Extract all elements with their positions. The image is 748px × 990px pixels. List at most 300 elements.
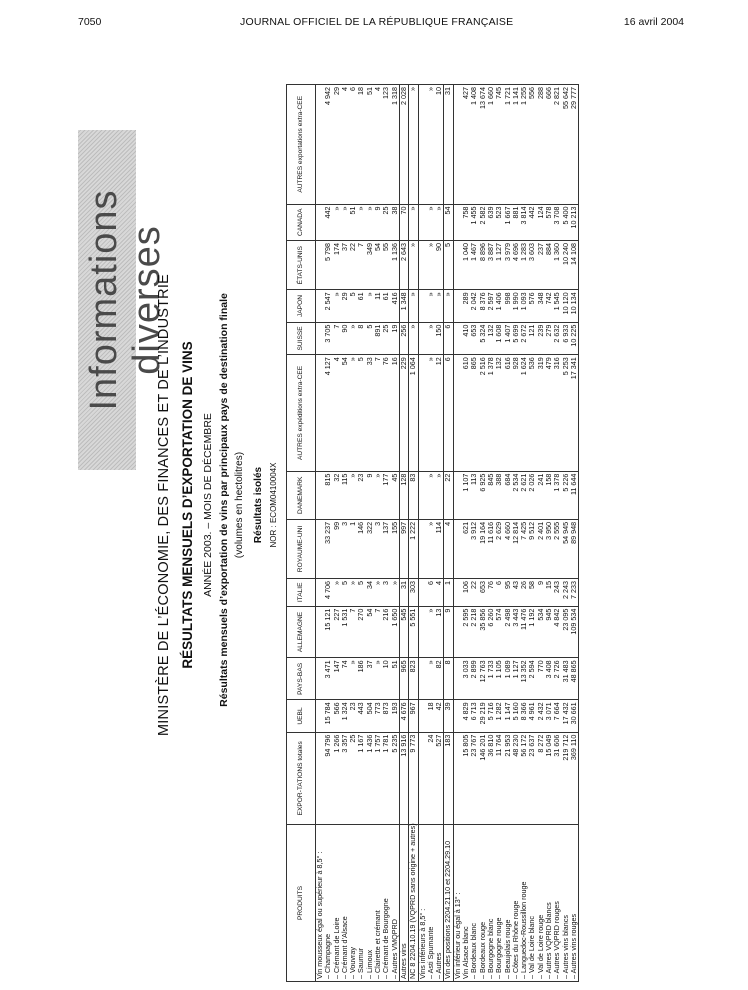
- value-cell: 137: [382, 519, 390, 578]
- value-cell: 1 733: [487, 658, 495, 700]
- value-cell: »: [349, 471, 357, 519]
- column-header: CANADA: [287, 204, 316, 240]
- value-cell: 1 757: [374, 732, 382, 824]
- value-cell: 319: [537, 355, 545, 471]
- value-cell: 219 712: [562, 732, 570, 824]
- value-cell: 758: [462, 204, 470, 240]
- value-cell: 3 357: [341, 732, 349, 824]
- value-cell: »: [435, 471, 444, 519]
- value-cell: 30 661: [570, 700, 579, 732]
- value-cell: »: [435, 290, 444, 322]
- value-cell: 2 432: [537, 700, 545, 732]
- value-cell: 42: [435, 700, 444, 732]
- value-cell: 3: [374, 519, 382, 578]
- value-cell: 2 401: [537, 519, 545, 578]
- value-cell: 4 961: [528, 700, 536, 732]
- value-cell: 1 089: [504, 658, 512, 700]
- value-cell: 23 637: [528, 732, 536, 824]
- value-cell: 82: [435, 658, 444, 700]
- value-cell: 21 953: [504, 732, 512, 824]
- value-cell: 5 324: [479, 322, 487, 355]
- value-cell: 534: [537, 606, 545, 658]
- value-cell: 10 120: [562, 290, 570, 322]
- page-number: 7050: [78, 16, 102, 28]
- value-cell: 967: [409, 700, 418, 732]
- value-cell: 289: [462, 290, 470, 322]
- value-cell: »: [349, 322, 357, 355]
- value-cell: 998: [504, 290, 512, 322]
- column-header: EXPOR-TATIONS totales: [287, 732, 316, 824]
- value-cell: 1 990: [512, 290, 520, 322]
- column-header: ITALIE: [287, 579, 316, 607]
- product-cell: – Autres: [435, 825, 444, 982]
- value-cell: 2 582: [479, 204, 487, 240]
- value-cell: »: [409, 322, 418, 355]
- value-cell: 443: [357, 700, 365, 732]
- column-header: ROYAUME-UNI: [287, 519, 316, 578]
- product-cell: – Asti Spumante: [427, 825, 435, 982]
- value-cell: 9: [366, 471, 374, 519]
- product-cell: Vin Alsace blanc: [462, 825, 470, 982]
- value-cell: 997: [399, 519, 408, 578]
- value-cell: 9: [374, 204, 382, 240]
- column-header: UEBL: [287, 700, 316, 732]
- value-cell: 2 672: [520, 322, 528, 355]
- value-cell: 121: [528, 322, 536, 355]
- value-cell: 5 551: [409, 606, 418, 658]
- value-cell: 29 219: [479, 700, 487, 732]
- section-title: Résultats isolés: [253, 466, 264, 544]
- value-cell: 241: [537, 471, 545, 519]
- value-cell: 881: [512, 204, 520, 240]
- value-cell: 1 360: [553, 241, 561, 290]
- value-cell: 23: [357, 471, 365, 519]
- value-cell: 15 784: [324, 700, 332, 732]
- product-cell: Vin des positions 2204.21.10 et 2204.29.10: [444, 825, 453, 982]
- value-cell: 183: [444, 732, 453, 824]
- value-cell: 150: [435, 322, 444, 355]
- value-cell: 26: [520, 579, 528, 607]
- value-cell: 19: [391, 322, 400, 355]
- product-cell: – Champagne: [324, 825, 332, 982]
- value-cell: 8 272: [537, 732, 545, 824]
- value-cell: 109 534: [570, 606, 579, 658]
- value-cell: 95: [504, 579, 512, 607]
- value-cell: 3 912: [470, 519, 478, 578]
- value-cell: 29 777: [570, 85, 579, 205]
- value-cell: 1 467: [470, 241, 478, 290]
- table-row: [409, 85, 418, 982]
- value-cell: 4: [374, 85, 382, 205]
- product-cell: Vins inférieurs à 8,5° :: [418, 825, 427, 982]
- value-cell: 928: [512, 355, 520, 471]
- value-cell: 106: [462, 579, 470, 607]
- product-cell: – Clairette et crémant: [374, 825, 382, 982]
- value-cell: 24: [427, 732, 435, 824]
- value-cell: »: [349, 355, 357, 471]
- value-cell: 773: [374, 700, 382, 732]
- value-cell: 653: [479, 579, 487, 607]
- column-header: AUTRES exportations extra-CEE: [287, 85, 316, 205]
- value-cell: 610: [462, 355, 470, 471]
- value-cell: »: [427, 322, 435, 355]
- value-cell: 316: [553, 355, 561, 471]
- product-cell: – Crémant de Loire: [333, 825, 341, 982]
- value-cell: 2 594: [528, 658, 536, 700]
- value-cell: 51: [349, 204, 357, 240]
- value-cell: 2 534: [512, 471, 520, 519]
- value-cell: 13: [435, 606, 444, 658]
- value-cell: 504: [366, 700, 374, 732]
- value-cell: 6 933: [562, 322, 570, 355]
- value-cell: 11 764: [495, 732, 503, 824]
- value-cell: 54 945: [562, 519, 570, 578]
- value-cell: »: [427, 241, 435, 290]
- value-cell: 770: [537, 658, 545, 700]
- value-cell: 37: [341, 241, 349, 290]
- value-cell: »: [341, 204, 349, 240]
- value-cell: 4 829: [462, 700, 470, 732]
- value-cell: 90: [435, 241, 444, 290]
- value-cell: 639: [487, 204, 495, 240]
- value-cell: 243: [553, 579, 561, 607]
- product-cell: – Autres vins blancs: [562, 825, 570, 982]
- column-header: ALLEMAGNE: [287, 606, 316, 658]
- value-cell: 3 471: [324, 658, 332, 700]
- value-cell: 31: [399, 579, 408, 607]
- table-row: [570, 85, 579, 982]
- value-cell: 7: [374, 355, 382, 471]
- value-cell: 31 606: [553, 732, 561, 824]
- value-cell: 556: [528, 85, 536, 205]
- value-cell: 12 763: [479, 658, 487, 700]
- value-cell: 61: [357, 290, 365, 322]
- value-cell: 146 201: [479, 732, 487, 824]
- value-cell: 4 676: [399, 700, 408, 732]
- value-cell: 416: [391, 290, 400, 322]
- value-cell: 32: [333, 471, 341, 519]
- value-cell: 3 443: [512, 606, 520, 658]
- value-cell: 25: [382, 204, 390, 240]
- value-cell: 1: [444, 579, 453, 607]
- units-note: (volumes en hectolitres): [234, 451, 245, 559]
- value-cell: 845: [487, 471, 495, 519]
- banner-title: Informations diverses: [83, 189, 168, 411]
- value-cell: 684: [504, 471, 512, 519]
- product-cell: – Val de Loire rouge: [537, 825, 545, 982]
- value-cell: 891: [374, 322, 382, 355]
- value-cell: 56 172: [520, 732, 528, 824]
- value-cell: 1 324: [341, 700, 349, 732]
- value-cell: 158: [545, 471, 553, 519]
- product-cell: – Saumur: [357, 825, 365, 982]
- value-cell: [418, 658, 427, 700]
- value-cell: »: [409, 85, 418, 205]
- value-cell: 666: [545, 85, 553, 205]
- value-cell: 745: [495, 85, 503, 205]
- table-body: [316, 85, 579, 982]
- value-cell: 5 160: [512, 700, 520, 732]
- value-cell: 22: [349, 241, 357, 290]
- value-cell: 15 805: [462, 732, 470, 824]
- value-cell: 155: [391, 519, 400, 578]
- value-cell: 3 887: [487, 241, 495, 290]
- value-cell: 2 643: [399, 241, 408, 290]
- value-cell: 2 028: [399, 85, 408, 205]
- value-cell: 742: [545, 290, 553, 322]
- value-cell: 6 925: [479, 471, 487, 519]
- table-row: [418, 85, 427, 982]
- value-cell: 70: [399, 204, 408, 240]
- value-cell: 51: [366, 85, 374, 205]
- value-cell: 3 071: [545, 700, 553, 732]
- value-cell: 58: [528, 579, 536, 607]
- value-cell: 10 240: [562, 241, 570, 290]
- value-cell: 16: [391, 355, 400, 471]
- value-cell: 1 127: [512, 658, 520, 700]
- value-cell: 1 721: [504, 85, 512, 205]
- product-cell: – Vouvray: [349, 825, 357, 982]
- value-cell: 10 213: [570, 204, 579, 240]
- value-cell: 23: [349, 700, 357, 732]
- value-cell: 2 498: [504, 606, 512, 658]
- value-cell: 1 545: [553, 290, 561, 322]
- value-cell: 536: [528, 355, 536, 471]
- value-cell: 823: [409, 658, 418, 700]
- ministry-title: MINISTÈRE DE L’ÉCONOMIE, DES FINANCES ET DE L’INDUSTRIE: [156, 274, 172, 736]
- value-cell: 6 713: [470, 700, 478, 732]
- value-cell: 303: [409, 579, 418, 607]
- page-header: [0, 0, 748, 36]
- value-cell: 1 455: [470, 204, 478, 240]
- value-cell: 8 896: [479, 241, 487, 290]
- value-cell: 4: [341, 85, 349, 205]
- value-cell: 37: [366, 658, 374, 700]
- value-cell: »: [357, 204, 365, 240]
- value-cell: 54: [374, 241, 382, 290]
- value-cell: »: [427, 355, 435, 471]
- value-cell: 25: [349, 732, 357, 824]
- value-cell: 11: [374, 290, 382, 322]
- value-cell: 132: [487, 322, 495, 355]
- product-cell: – Autres VQPRD blancs: [545, 825, 553, 982]
- value-cell: »: [333, 290, 341, 322]
- value-cell: 865: [470, 355, 478, 471]
- value-cell: »: [427, 658, 435, 700]
- value-cell: 1 781: [382, 732, 390, 824]
- value-cell: 12 814: [512, 519, 520, 578]
- value-cell: 128: [399, 471, 408, 519]
- value-cell: 10 134: [570, 290, 579, 322]
- value-cell: 1 136: [391, 241, 400, 290]
- value-cell: 5 699: [512, 322, 520, 355]
- value-cell: »: [427, 85, 435, 205]
- value-cell: 55: [382, 241, 390, 290]
- value-cell: 3 979: [504, 241, 512, 290]
- value-cell: 9: [537, 579, 545, 607]
- value-cell: 1 624: [520, 355, 528, 471]
- value-cell: »: [427, 290, 435, 322]
- value-cell: 18: [357, 85, 365, 205]
- value-cell: »: [349, 579, 357, 607]
- value-cell: 54: [341, 355, 349, 471]
- value-cell: 1 107: [462, 471, 470, 519]
- value-cell: 174: [333, 241, 341, 290]
- value-cell: 114: [435, 519, 444, 578]
- value-cell: 2 555: [553, 519, 561, 578]
- value-cell: 74: [341, 658, 349, 700]
- value-cell: 193: [391, 700, 400, 732]
- value-cell: 2 597: [487, 290, 495, 322]
- value-cell: 616: [504, 355, 512, 471]
- value-cell: 1 127: [495, 241, 503, 290]
- value-cell: 3: [341, 519, 349, 578]
- product-cell: – Bordeaux rouge: [479, 825, 487, 982]
- value-cell: 2 621: [520, 471, 528, 519]
- value-cell: 1 667: [504, 204, 512, 240]
- subtitle: Résultats mensuels d’exportation de vins par principaux pays de destination finale: [218, 293, 230, 707]
- table-row: [366, 85, 374, 982]
- value-cell: 5: [341, 579, 349, 607]
- issue-date: 16 avril 2004: [623, 16, 684, 28]
- value-cell: 7: [374, 606, 382, 658]
- value-cell: 1 348: [399, 290, 408, 322]
- nor-reference: NOR : ECOM0410004X: [269, 462, 278, 548]
- value-cell: 2 632: [553, 322, 561, 355]
- value-cell: 36 810: [487, 732, 495, 824]
- value-cell: 123: [382, 85, 390, 205]
- value-cell: 2 726: [553, 658, 561, 700]
- value-cell: 8: [444, 658, 453, 700]
- value-cell: 237: [537, 241, 545, 290]
- value-cell: 11 476: [520, 606, 528, 658]
- value-cell: 1 282: [495, 700, 503, 732]
- product-cell: – Limoux: [366, 825, 374, 982]
- value-cell: »: [435, 204, 444, 240]
- value-cell: 815: [324, 471, 332, 519]
- value-cell: 22: [444, 471, 453, 519]
- column-header: ÉTATS-UNIS: [287, 241, 316, 290]
- value-cell: »: [374, 658, 382, 700]
- value-cell: 94 796: [324, 732, 332, 824]
- value-cell: 76: [487, 579, 495, 607]
- value-cell: 442: [324, 204, 332, 240]
- value-cell: 442: [528, 204, 536, 240]
- value-cell: [453, 355, 462, 471]
- value-cell: »: [349, 658, 357, 700]
- value-cell: 2 629: [495, 519, 503, 578]
- value-cell: 873: [382, 700, 390, 732]
- value-cell: 5 235: [391, 732, 400, 824]
- value-cell: 2 595: [462, 606, 470, 658]
- journal-title: JOURNAL OFFICIEL DE LA RÉPUBLIQUE FRANÇAISE: [240, 16, 514, 28]
- value-cell: 15 121: [324, 606, 332, 658]
- value-cell: 527: [435, 732, 444, 824]
- value-cell: 523: [495, 204, 503, 240]
- value-cell: 1 660: [487, 85, 495, 205]
- value-cell: 1 064: [409, 355, 418, 471]
- value-cell: 1 436: [366, 732, 374, 824]
- product-cell: – Bourgogne blanc: [487, 825, 495, 982]
- value-cell: 279: [545, 322, 553, 355]
- value-cell: [418, 85, 427, 205]
- value-cell: 288: [537, 85, 545, 205]
- value-cell: 1 040: [462, 241, 470, 290]
- value-cell: [418, 732, 427, 824]
- section-banner: [78, 130, 168, 470]
- value-cell: 8: [357, 322, 365, 355]
- value-cell: 9: [444, 606, 453, 658]
- value-cell: 256: [399, 322, 408, 355]
- value-cell: 7: [349, 606, 357, 658]
- value-cell: 7: [357, 241, 365, 290]
- value-cell: 5 226: [562, 471, 570, 519]
- value-cell: 574: [495, 606, 503, 658]
- value-cell: 1 192: [528, 606, 536, 658]
- value-cell: 12: [435, 355, 444, 471]
- value-cell: 15 049: [545, 732, 553, 824]
- product-cell: – Crémant de Bourgogne: [382, 825, 390, 982]
- value-cell: 2 026: [528, 471, 536, 519]
- value-cell: 945: [545, 606, 553, 658]
- value-cell: 54: [366, 606, 374, 658]
- value-cell: »: [374, 471, 382, 519]
- value-cell: 653: [470, 322, 478, 355]
- value-cell: 186: [357, 658, 365, 700]
- value-cell: »: [333, 204, 341, 240]
- value-cell: 388: [495, 471, 503, 519]
- value-cell: 23 767: [470, 732, 478, 824]
- period-title: ANNÉE 2003. – MOIS DE DÉCEMBRE: [202, 413, 214, 597]
- value-cell: 83: [409, 471, 418, 519]
- value-cell: 322: [366, 519, 374, 578]
- value-cell: 2 547: [324, 290, 332, 322]
- value-cell: »: [366, 204, 374, 240]
- value-cell: [418, 606, 427, 658]
- value-cell: »: [444, 290, 453, 322]
- product-cell: – Val de Loire blanc: [528, 825, 536, 982]
- value-cell: 11 616: [487, 519, 495, 578]
- value-cell: 124: [537, 204, 545, 240]
- value-cell: 5 400: [562, 204, 570, 240]
- value-cell: 349: [366, 241, 374, 290]
- value-cell: 229: [399, 355, 408, 471]
- value-cell: 31 483: [562, 658, 570, 700]
- value-cell: 17 432: [562, 700, 570, 732]
- column-header: PRODUITS: [287, 825, 316, 982]
- value-cell: 6: [444, 355, 453, 471]
- value-cell: 7 664: [553, 700, 561, 732]
- value-cell: »: [366, 290, 374, 322]
- value-cell: 1 222: [409, 519, 418, 578]
- value-cell: »: [409, 241, 418, 290]
- table-header-row: [287, 85, 316, 982]
- value-cell: 410: [462, 322, 470, 355]
- value-cell: »: [427, 204, 435, 240]
- value-cell: 6: [495, 579, 503, 607]
- value-cell: 5: [357, 579, 365, 607]
- value-cell: 48 865: [570, 658, 579, 700]
- value-cell: 2 899: [470, 658, 478, 700]
- table-row: [333, 85, 341, 982]
- value-cell: 479: [545, 355, 553, 471]
- value-cell: 1 167: [357, 732, 365, 824]
- value-cell: »: [409, 204, 418, 240]
- value-cell: 10: [435, 85, 444, 205]
- value-cell: 1: [349, 519, 357, 578]
- product-cell: Vin mousseux égal ou supérieur à 8,5° :: [316, 825, 325, 982]
- value-cell: 4 696: [512, 241, 520, 290]
